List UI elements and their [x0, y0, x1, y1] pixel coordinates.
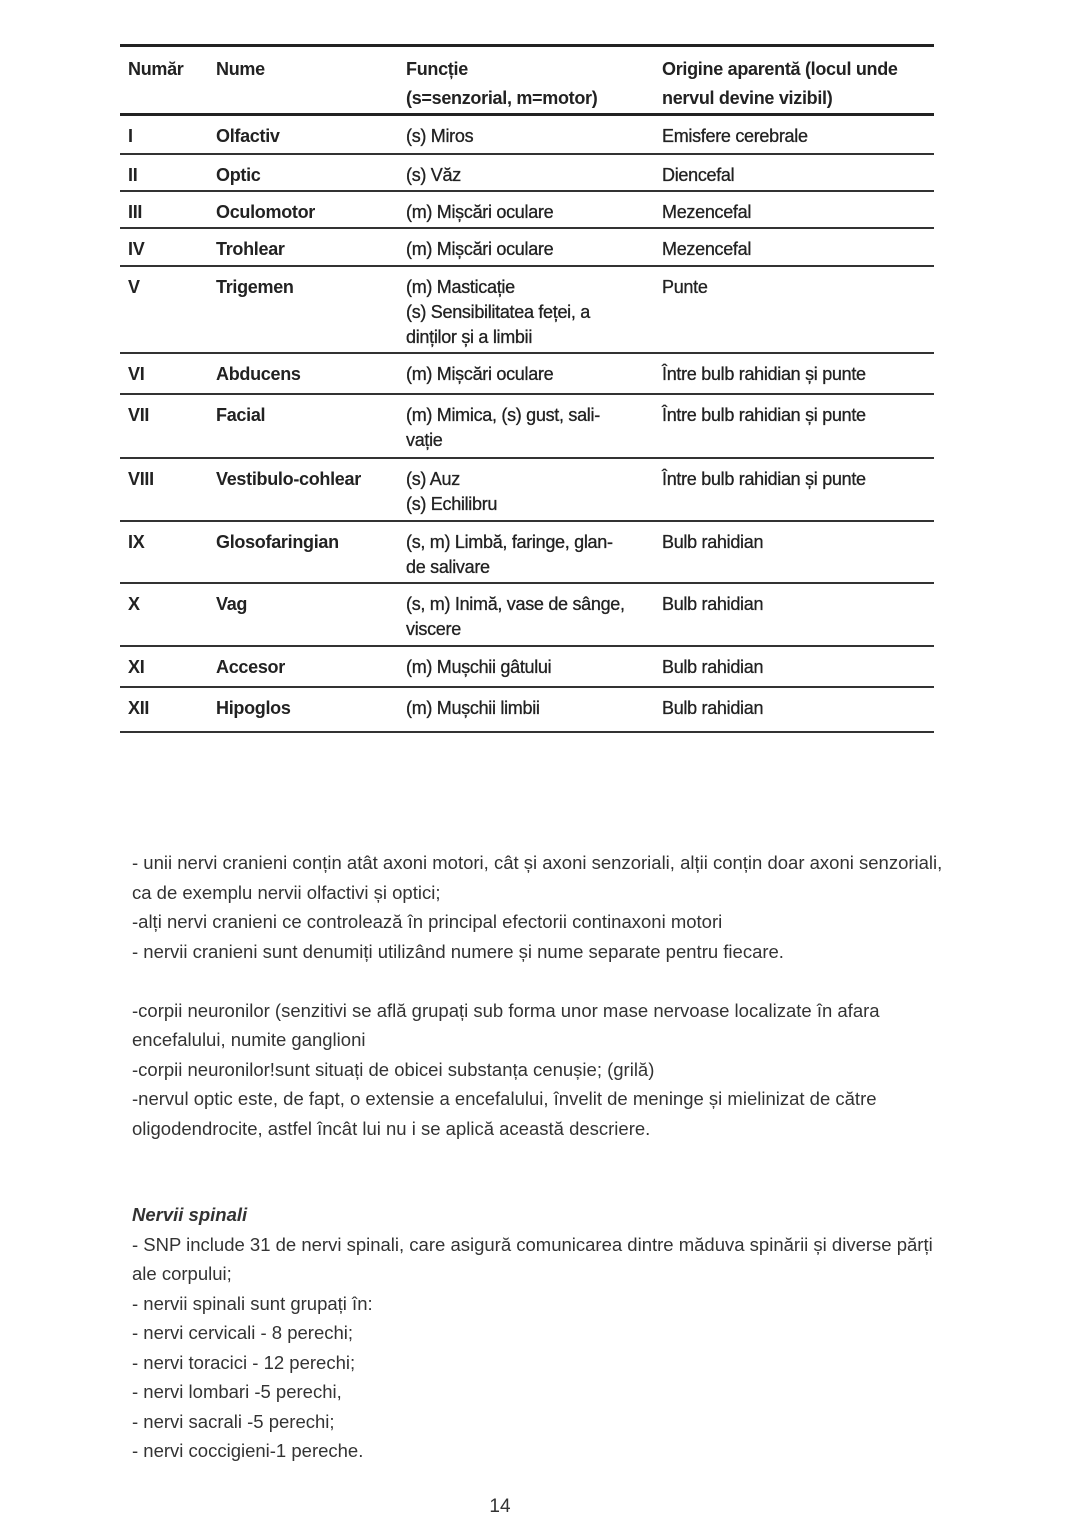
nerve-origin: Diencefal [662, 165, 735, 185]
nerve-name: Glosofaringian [216, 532, 339, 552]
nerve-function: (s) Auz (s) Echilibru [406, 469, 498, 514]
section-heading: Nervii spinali [132, 1204, 248, 1225]
nerve-function: (s) Văz [406, 165, 461, 185]
nerve-number: IX [128, 532, 145, 552]
header-origin: Origine aparentă (locul unde nervul devine vizibil) [662, 59, 898, 108]
page-number: 14 [489, 1496, 511, 1517]
table-row [120, 229, 934, 267]
nerve-origin: Punte [662, 277, 708, 297]
list-item: - nervi cervicali - 8 perechi; [132, 1322, 354, 1343]
table-row [120, 155, 934, 192]
nerve-number: XI [128, 657, 145, 677]
nerve-number: VII [128, 405, 150, 425]
paragraph: -corpii neuronilor!sunt situați de obicei substanța cenușie; (grilă) [132, 1058, 655, 1080]
nerve-function: (s, m) Limbă, faringe, glan- de salivare [406, 532, 613, 577]
table-row [120, 459, 934, 522]
nerve-origin: Bulb rahidian [662, 532, 764, 552]
nerve-name: Hipoglos [216, 698, 291, 718]
nerve-name: Oculomotor [216, 202, 315, 222]
list-item: - nervi toracici - 12 perechi; [132, 1351, 356, 1373]
nerve-name: Accesor [216, 657, 285, 677]
nerve-origin: Bulb rahidian [662, 657, 764, 677]
nerve-number: VIII [128, 469, 154, 489]
nerve-function: (m) Mușchii limbii [406, 698, 540, 718]
list-item: - nervi sacrali -5 perechi; [132, 1410, 335, 1432]
table-row [120, 647, 934, 688]
table-row [120, 192, 934, 229]
nerve-origin: Mezencefal [662, 239, 752, 259]
nerve-function: (m) Mișcări oculare [406, 202, 554, 222]
section-spinal-nerves [132, 1200, 952, 1466]
table-row [120, 584, 934, 647]
nerve-function: (m) Mișcări oculare [406, 239, 554, 259]
nerve-function: (m) Mușchii gâtului [406, 657, 552, 677]
header-function: Funcție (s=senzorial, m=motor) [406, 59, 598, 108]
nerve-name: Trigemen [216, 277, 294, 297]
nerve-origin: Între bulb rahidian și punte [662, 405, 866, 425]
table-row [120, 116, 934, 155]
nerve-name: Vestibulo-cohlear [216, 469, 361, 489]
notes-cranial [132, 848, 952, 1143]
nerve-name: Facial [216, 405, 266, 425]
nerve-origin: Între bulb rahidian și punte [662, 469, 866, 489]
paragraph: -corpii neuronilor (senzitivi se află grupați sub forma unor mase nervoase localizate în afara encefalului, numite ganglioni [132, 999, 880, 1050]
paragraph: -alți nervi cranieni ce controlează în principal efectorii continaxoni motori [132, 911, 723, 932]
nerve-function: (s) Miros [406, 126, 474, 146]
nerve-function: (m) Mișcări oculare [406, 364, 554, 384]
nerve-origin: Bulb rahidian [662, 698, 764, 718]
list-item: - nervi lombari -5 perechi, [132, 1381, 342, 1402]
nerve-name: Vag [216, 594, 248, 614]
nerve-number: II [128, 165, 138, 185]
table-row [120, 267, 934, 354]
nerve-function: (s, m) Inimă, vase de sânge, viscere [406, 594, 625, 639]
nerve-number: IV [128, 239, 145, 259]
nerve-name: Trohlear [216, 239, 285, 259]
cranial-nerves-table [120, 44, 934, 733]
nerve-number: I [128, 126, 133, 146]
nerve-function: (m) Masticație (s) Sensibilitatea feței, a dinților și a limbii [406, 277, 590, 347]
list-item: - SNP include 31 de nervi spinali, care asigură comunicarea dintre măduva spinării și diverse părți ale corpului; [132, 1233, 933, 1284]
nerve-name: Optic [216, 165, 261, 185]
header-number: Număr [128, 59, 184, 79]
paragraph: -nervul optic este, de fapt, o extensie a encefalului, învelit de meninge și mielinizat de către oligodendrocite, astfel încât lui nu i se aplică această descriere. [132, 1088, 877, 1139]
nerve-name: Abducens [216, 364, 301, 384]
table-row [120, 354, 934, 395]
nerve-origin: Bulb rahidian [662, 594, 764, 614]
nerve-number: VI [128, 364, 145, 384]
nerve-origin: Între bulb rahidian și punte [662, 364, 866, 384]
paragraph: - nervii cranieni sunt denumiți utilizând numere și nume separate pentru fiecare. [132, 940, 784, 962]
nerve-number: XII [128, 698, 150, 718]
table-header [120, 47, 934, 116]
nerve-origin: Mezencefal [662, 202, 752, 222]
nerve-number: V [128, 277, 140, 297]
nerve-number: X [128, 594, 140, 614]
nerve-origin: Emisfere cerebrale [662, 126, 808, 146]
list-item: - nervii spinali sunt grupați în: [132, 1292, 373, 1314]
table-row [120, 395, 934, 459]
paragraph: - unii nervi cranieni conțin atât axoni motori, cât și axoni senzoriali, alții conțin doar axoni senzoriali, ca de exemplu nervii olfactivi și optici; [132, 852, 943, 903]
table-row [120, 688, 934, 733]
table-row [120, 522, 934, 584]
header-name: Nume [216, 59, 265, 79]
nerve-function: (m) Mimica, (s) gust, sali- vație [406, 405, 600, 450]
nerve-name: Olfactiv [216, 126, 280, 146]
nerve-number: III [128, 202, 143, 222]
list-item: - nervi coccigieni-1 pereche. [132, 1440, 364, 1461]
